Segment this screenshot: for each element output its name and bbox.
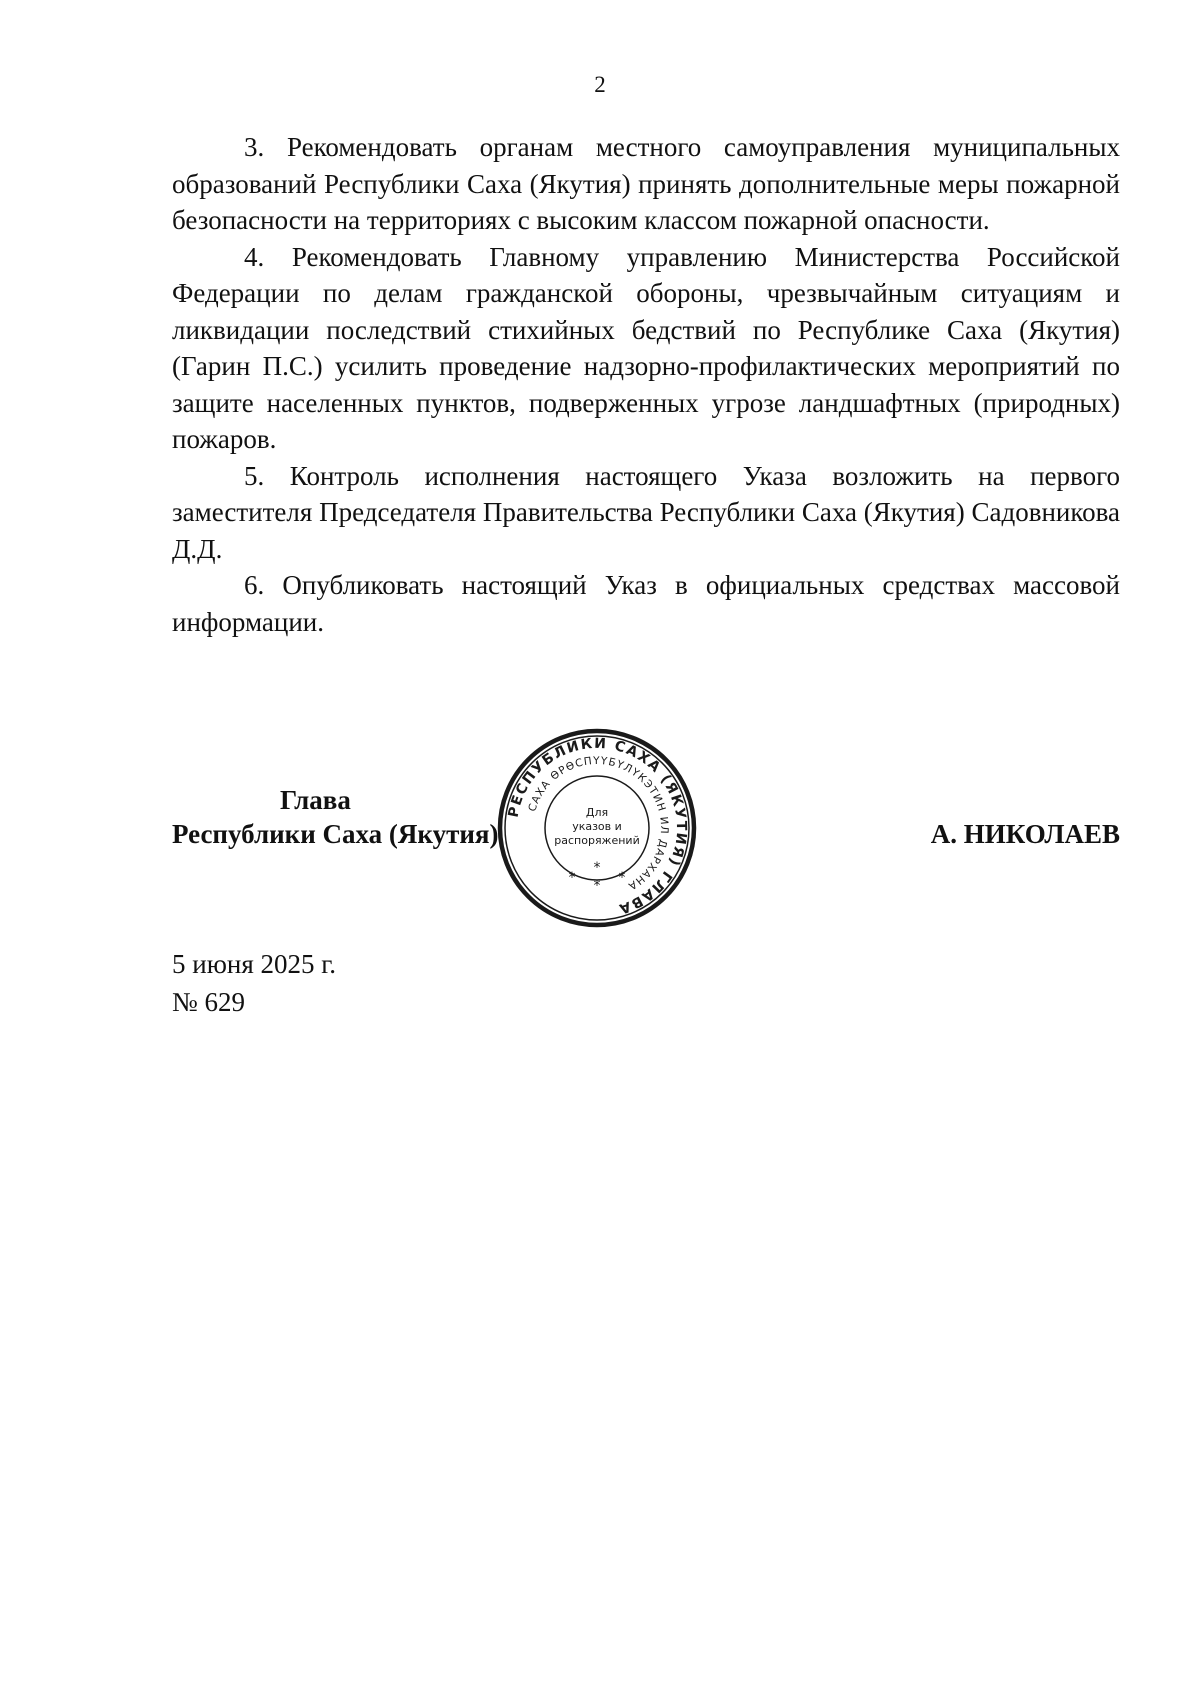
paragraph-6 [172,567,1120,640]
signatory-title-line2: Республики Саха (Якутия) [172,819,499,849]
decree-body [172,129,1120,640]
official-stamp [497,728,697,928]
stamp-star-icon: * [593,860,601,876]
decree-number: № 629 [172,987,246,1017]
paragraph-3 [172,129,1120,239]
paragraph-number: 3. [244,132,265,162]
stamp-center-line1: Для [585,806,609,819]
stamp-center-line2: указов и [572,820,622,833]
decree-footer [172,945,336,1021]
paragraph-5 [172,458,1120,568]
stamp-inner-text: САХА ӨРӨСПҮҮБҮЛҮКЭТИН ИЛ ДАРХАНА [526,754,671,893]
signatory-title-line1: Глава [280,785,351,815]
paragraph-text: Рекомендовать Главному управлению Министерства Российской Федерации по делам гражданской обороны, чрезвычайным ситуациям и ликвидации последствий стихийных бедствий по Республике Саха (Якутия) (Гарин П.С.) усилить проведение надзорно-профилактических мероприятий по защите населенных пунктов, подверженных угрозе ландшафтных (природных) пожаров. [172,241,1120,454]
stamp-seal-icon [497,728,697,928]
stamp-star-icon: * [618,870,626,886]
paragraph-text: Контроль исполнения настоящего Указа возложить на первого заместителя Председателя Правительства Республики Саха (Якутия) Садовникова Д.Д. [172,460,1120,564]
stamp-star-icon: * [568,870,576,886]
stamp-star-icon: * [593,878,601,894]
paragraph-text: Опубликовать настоящий Указ в официальных средствах массовой информации. [172,570,1120,637]
paragraph-number: 6. [244,570,265,600]
page-number: 2 [594,72,606,97]
stamp-center-line3: распоряжений [554,834,640,847]
decree-date: 5 июня 2025 г. [172,949,337,979]
paragraph-4 [172,239,1120,458]
paragraph-number: 4. [244,241,265,272]
signatory-name: А. НИКОЛАЕВ [930,819,1120,849]
paragraph-text: Рекомендовать органам местного самоуправления муниципальных образований Республики Саха (Якутия) принять дополнительные меры пожарной безопасности на территориях с высоким классом пожарной опасности. [172,132,1121,235]
stamp-outer-text: РЕСПУБЛИКИ САХА (ЯКУТИЯ) ГЛАВА [505,735,690,918]
paragraph-number: 5. [244,460,265,491]
